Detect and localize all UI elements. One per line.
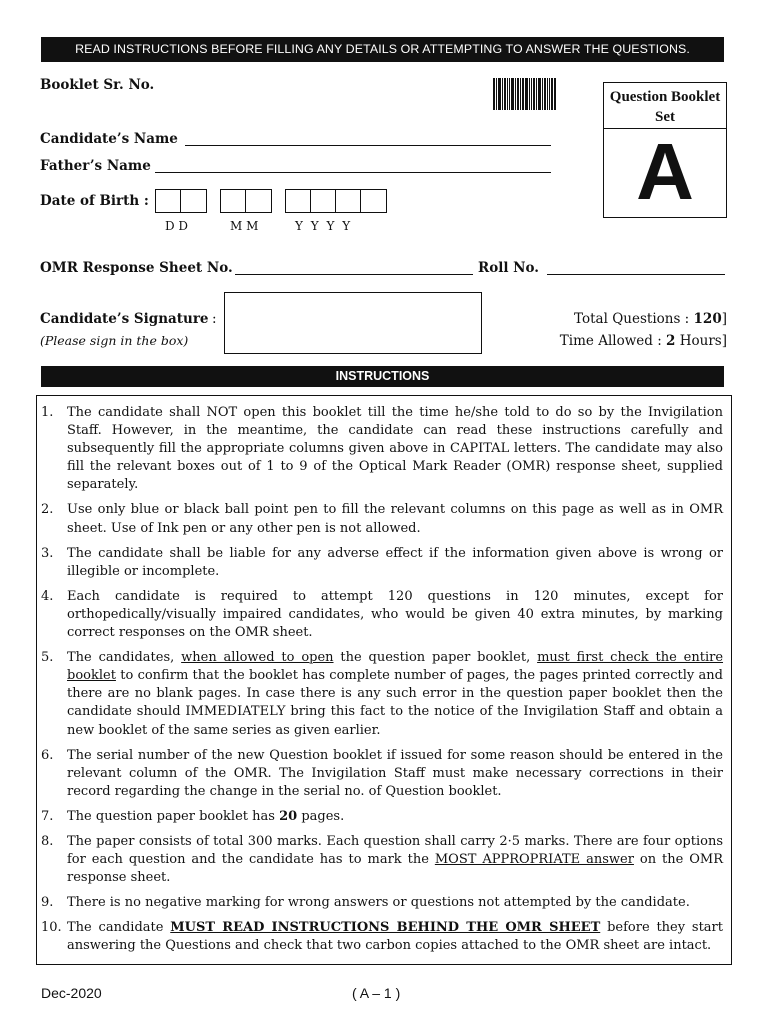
instructions-list [41, 404, 723, 956]
instruction-text: Each candidate is required to attempt 120 questions in 120 minutes, except for orthopedically/visually impaired candidates, who would be given 40 extra minutes, by marking correct responses on the OMR sheet. [67, 588, 723, 641]
instruction-item [41, 588, 723, 642]
time-allowed-label: Time Allowed : [559, 333, 662, 349]
instruction-text: The serial number of the new Question booklet if issued for some reason should be entered in the relevant column of the OMR. The Invigilation Staff must make necessary corrections in their record regarding the change in the serial no. of Question booklet. [67, 747, 723, 799]
booklet-sr-no-label: Booklet Sr. No. [40, 77, 155, 93]
instruction-number: 2. [41, 502, 54, 518]
candidate-name-field[interactable] [185, 145, 551, 146]
top-instruction-banner: READ INSTRUCTIONS BEFORE FILLING ANY DETAILS OR ATTEMPTING TO ANSWER THE QUESTIONS. [41, 37, 724, 62]
omr-no-label: OMR Response Sheet No. [40, 260, 233, 276]
total-questions-value: 120 [693, 311, 722, 327]
set-letter: A [636, 127, 694, 216]
dob-year-boxes[interactable] [285, 189, 387, 213]
signature-hint: (Please sign in the box) [40, 333, 189, 348]
dob-caption-day: D D [165, 219, 189, 233]
instruction-text: The candidate MUST READ INSTRUCTIONS BEHIND THE OMR SHEET before they start answering the Questions and check that two carbon copies attached to the OMR sheet are intact. [67, 920, 724, 954]
instruction-text: The candidates, when allowed to open the question paper booklet, must first check the entire booklet to confirm that the booklet has complete number of pages, the pages printed correctly and there are no blank pages. In case there is any such error in the question paper booklet then the candidate should IMMEDIATELY bring this fact to the notice of the Invigilation Staff and obtain a new booklet of the same series as given earlier. [67, 650, 724, 738]
signature-colon: : [212, 311, 217, 327]
instruction-item [41, 808, 723, 826]
dob-month-boxes[interactable] [220, 189, 272, 213]
instruction-item [41, 833, 723, 887]
instruction-item [41, 545, 723, 581]
total-questions: Total Questions : 120] [574, 311, 727, 327]
instruction-item [41, 894, 723, 912]
instructions-title: INSTRUCTIONS [41, 366, 724, 387]
instruction-number: 9. [41, 895, 54, 911]
set-box-title-line1: Question Booklet [609, 89, 721, 105]
father-name-field[interactable] [155, 172, 551, 173]
candidate-name-label: Candidate’s Name [40, 131, 178, 147]
instruction-number: 3. [41, 545, 54, 561]
footer-page-number: ( A – 1 ) [352, 985, 401, 1001]
barcode-icon [493, 78, 561, 110]
instruction-text: The question paper booklet has 20 pages. [67, 808, 345, 824]
instruction-number: 6. [41, 747, 54, 763]
instructions-box [36, 395, 732, 965]
instruction-text: There is no negative marking for wrong answers or questions not attempted by the candidate. [67, 895, 690, 911]
instruction-number: 5. [41, 650, 54, 666]
instruction-number: 10. [41, 920, 62, 936]
time-allowed-value: 2 [666, 333, 676, 349]
time-allowed [560, 333, 727, 349]
total-questions-label: Total Questions : [574, 311, 690, 327]
footer-date: Dec-2020 [41, 985, 102, 1001]
instruction-item [41, 404, 723, 494]
instruction-text: The candidate shall NOT open this booklet till the time he/she told to do so by the Invigilation Staff. However, in the meantime, the candidate can read these instructions carefully and subsequently fill the appropriate columns given above in CAPITAL letters. The candidate may also fill the relevant boxes out of 1 to 9 of the Optical Mark Reader (OMR) response sheet, supplied separately. [67, 405, 723, 493]
instruction-number: 8. [41, 833, 54, 849]
instruction-text: The candidate shall be liable for any adverse effect if the information given above is wrong or illegible or incomplete. [67, 545, 723, 579]
question-booklet-set-box [603, 82, 727, 218]
father-name-label: Father’s Name [40, 158, 151, 174]
instruction-item [41, 501, 723, 537]
instruction-number: 7. [41, 808, 54, 824]
instruction-item [41, 747, 723, 801]
instruction-item [41, 649, 723, 739]
instruction-text: Use only blue or black ball point pen to fill the relevant columns on this page as well as in OMR sheet. Use of Ink pen or any other pen is not allowed. [67, 502, 723, 536]
instruction-number: 1. [41, 405, 54, 420]
omr-no-field[interactable] [235, 274, 473, 275]
dob-label: Date of Birth : [40, 193, 149, 209]
roll-no-label: Roll No. [478, 260, 539, 276]
dob-day-boxes[interactable] [155, 189, 207, 213]
dob-caption-month: M M [230, 219, 259, 233]
set-box-title-line2: Set [655, 109, 675, 125]
dob-caption-year: Y Y Y Y [295, 219, 351, 233]
time-allowed-unit: Hours] [679, 333, 727, 349]
signature-box[interactable] [224, 292, 482, 354]
instruction-text: The paper consists of total 300 marks. Each question shall carry 2·5 marks. There are four options for each question and the candidate has to mark the MOST APPROPRIATE answer on the OMR response sheet. [67, 833, 723, 886]
roll-no-field[interactable] [547, 274, 725, 275]
instruction-item [41, 919, 723, 955]
instruction-number: 4. [41, 588, 54, 604]
signature-label: Candidate’s Signature [40, 311, 209, 327]
